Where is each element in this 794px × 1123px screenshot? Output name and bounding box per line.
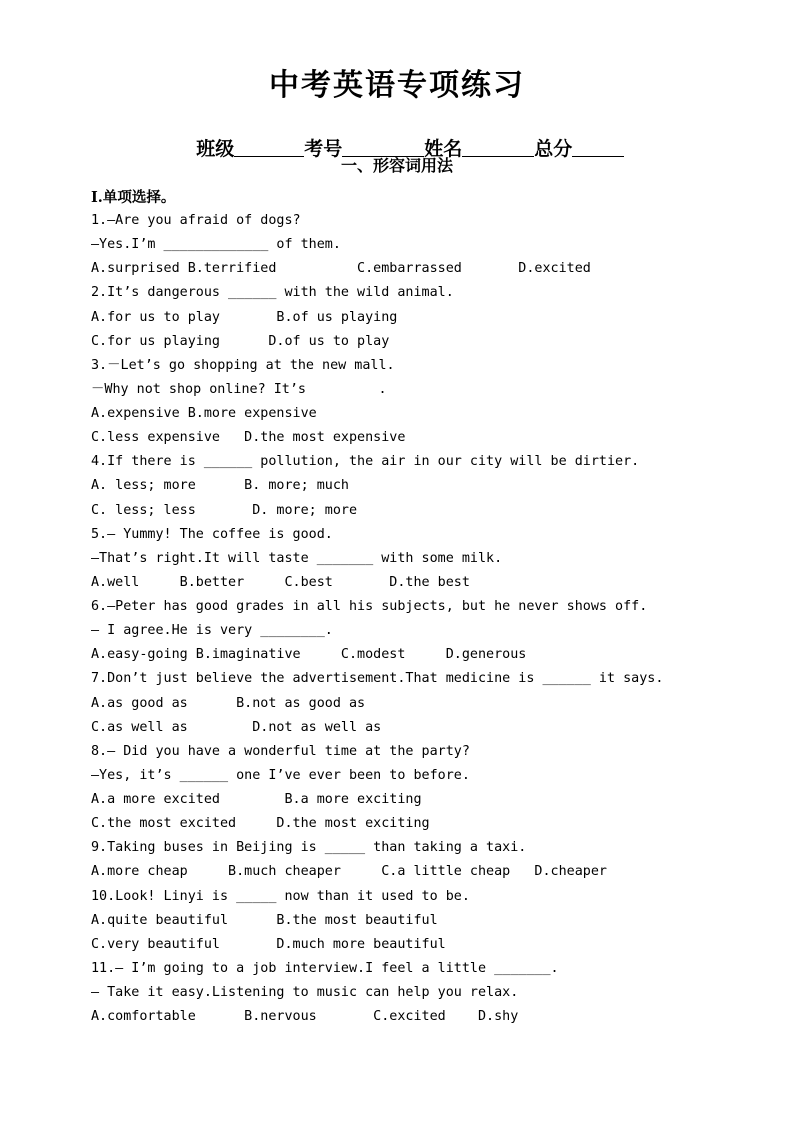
question-line: 4.If there is ______ pollution, the air in our city will be dirtier. <box>91 454 640 470</box>
options-line: A.well B.better C.best D.the best <box>91 574 470 590</box>
options-line: C.less expensive D.the most expensive <box>91 430 406 446</box>
question-line: — I agree.He is very ________. <box>91 623 333 639</box>
options-line: C.very beautiful D.much more beautiful <box>91 936 446 952</box>
options-line: A.as good as B.not as good as <box>91 695 366 711</box>
page-title: 中考英语专项练习 <box>269 68 525 103</box>
options-line: A.easy-going B.imaginative C.modest D.generous <box>91 647 527 663</box>
total-score-label: 总分 <box>534 138 573 160</box>
question-list <box>91 209 771 1029</box>
question-line: —Yes.I’m _____________ of them. <box>91 237 341 253</box>
options-line: A.more cheap B.much cheaper C.a little cheap D.cheaper <box>91 864 607 880</box>
question-line: 11.— I’m going to a job interview.I feel a little _______. <box>91 960 559 976</box>
question-line: 8.— Did you have a wonderful time at the party? <box>91 743 470 759</box>
question-line: 6.—Peter has good grades in all his subjects, but he never shows off. <box>91 599 648 614</box>
question-line: 9.Taking buses in Beijing is _____ than taking a taxi. <box>91 840 527 856</box>
question-line: 3.－Let’s go shopping at the new mall. <box>91 357 395 373</box>
name-label: 姓名 <box>424 138 463 160</box>
options-line: C. less; less D. more; more <box>91 502 358 518</box>
options-line: A.expensive B.more expensive <box>91 406 317 421</box>
question-line: －Why not shop online? It’s . <box>91 381 387 397</box>
question-line: 7.Don’t just believe the advertisement.That medicine is ______ it says. <box>91 671 664 687</box>
exam-number-label: 考号 <box>304 138 343 160</box>
options-line: A.comfortable B.nervous C.excited D.shy <box>91 1009 519 1025</box>
section-title: 一、形容词用法 <box>340 156 453 175</box>
question-line: 5.— Yummy! The coffee is good. <box>91 526 333 542</box>
question-line: 1.—Are you afraid of dogs? <box>91 213 301 228</box>
question-line: —That’s right.It will taste _______ with some milk. <box>91 550 503 566</box>
part-title: I.单项选择。 <box>91 189 176 206</box>
options-line: A.surprised B.terrified C.embarrassed D.excited <box>91 261 591 277</box>
options-line: A. less; more B. more; much <box>91 478 349 494</box>
options-line: A.for us to play B.of us playing <box>91 309 398 325</box>
options-line: C.as well as D.not as well as <box>91 719 382 735</box>
question-line: 2.It’s dangerous ______ with the wild animal. <box>91 285 454 301</box>
options-line: A.quite beautiful B.the most beautiful <box>91 912 438 928</box>
options-line: C.the most excited D.the most exciting <box>91 816 430 832</box>
question-line: — Take it easy.Listening to music can help you relax. <box>91 985 519 1000</box>
question-line: —Yes, it’s ______ one I’ve ever been to before. <box>91 767 470 783</box>
options-line: A.a more excited B.a more exciting <box>91 792 422 807</box>
class-label: 班级 <box>196 138 235 160</box>
question-line: 10.Look! Linyi is _____ now than it used to be. <box>91 888 470 904</box>
options-line: C.for us playing D.of us to play <box>91 333 390 349</box>
